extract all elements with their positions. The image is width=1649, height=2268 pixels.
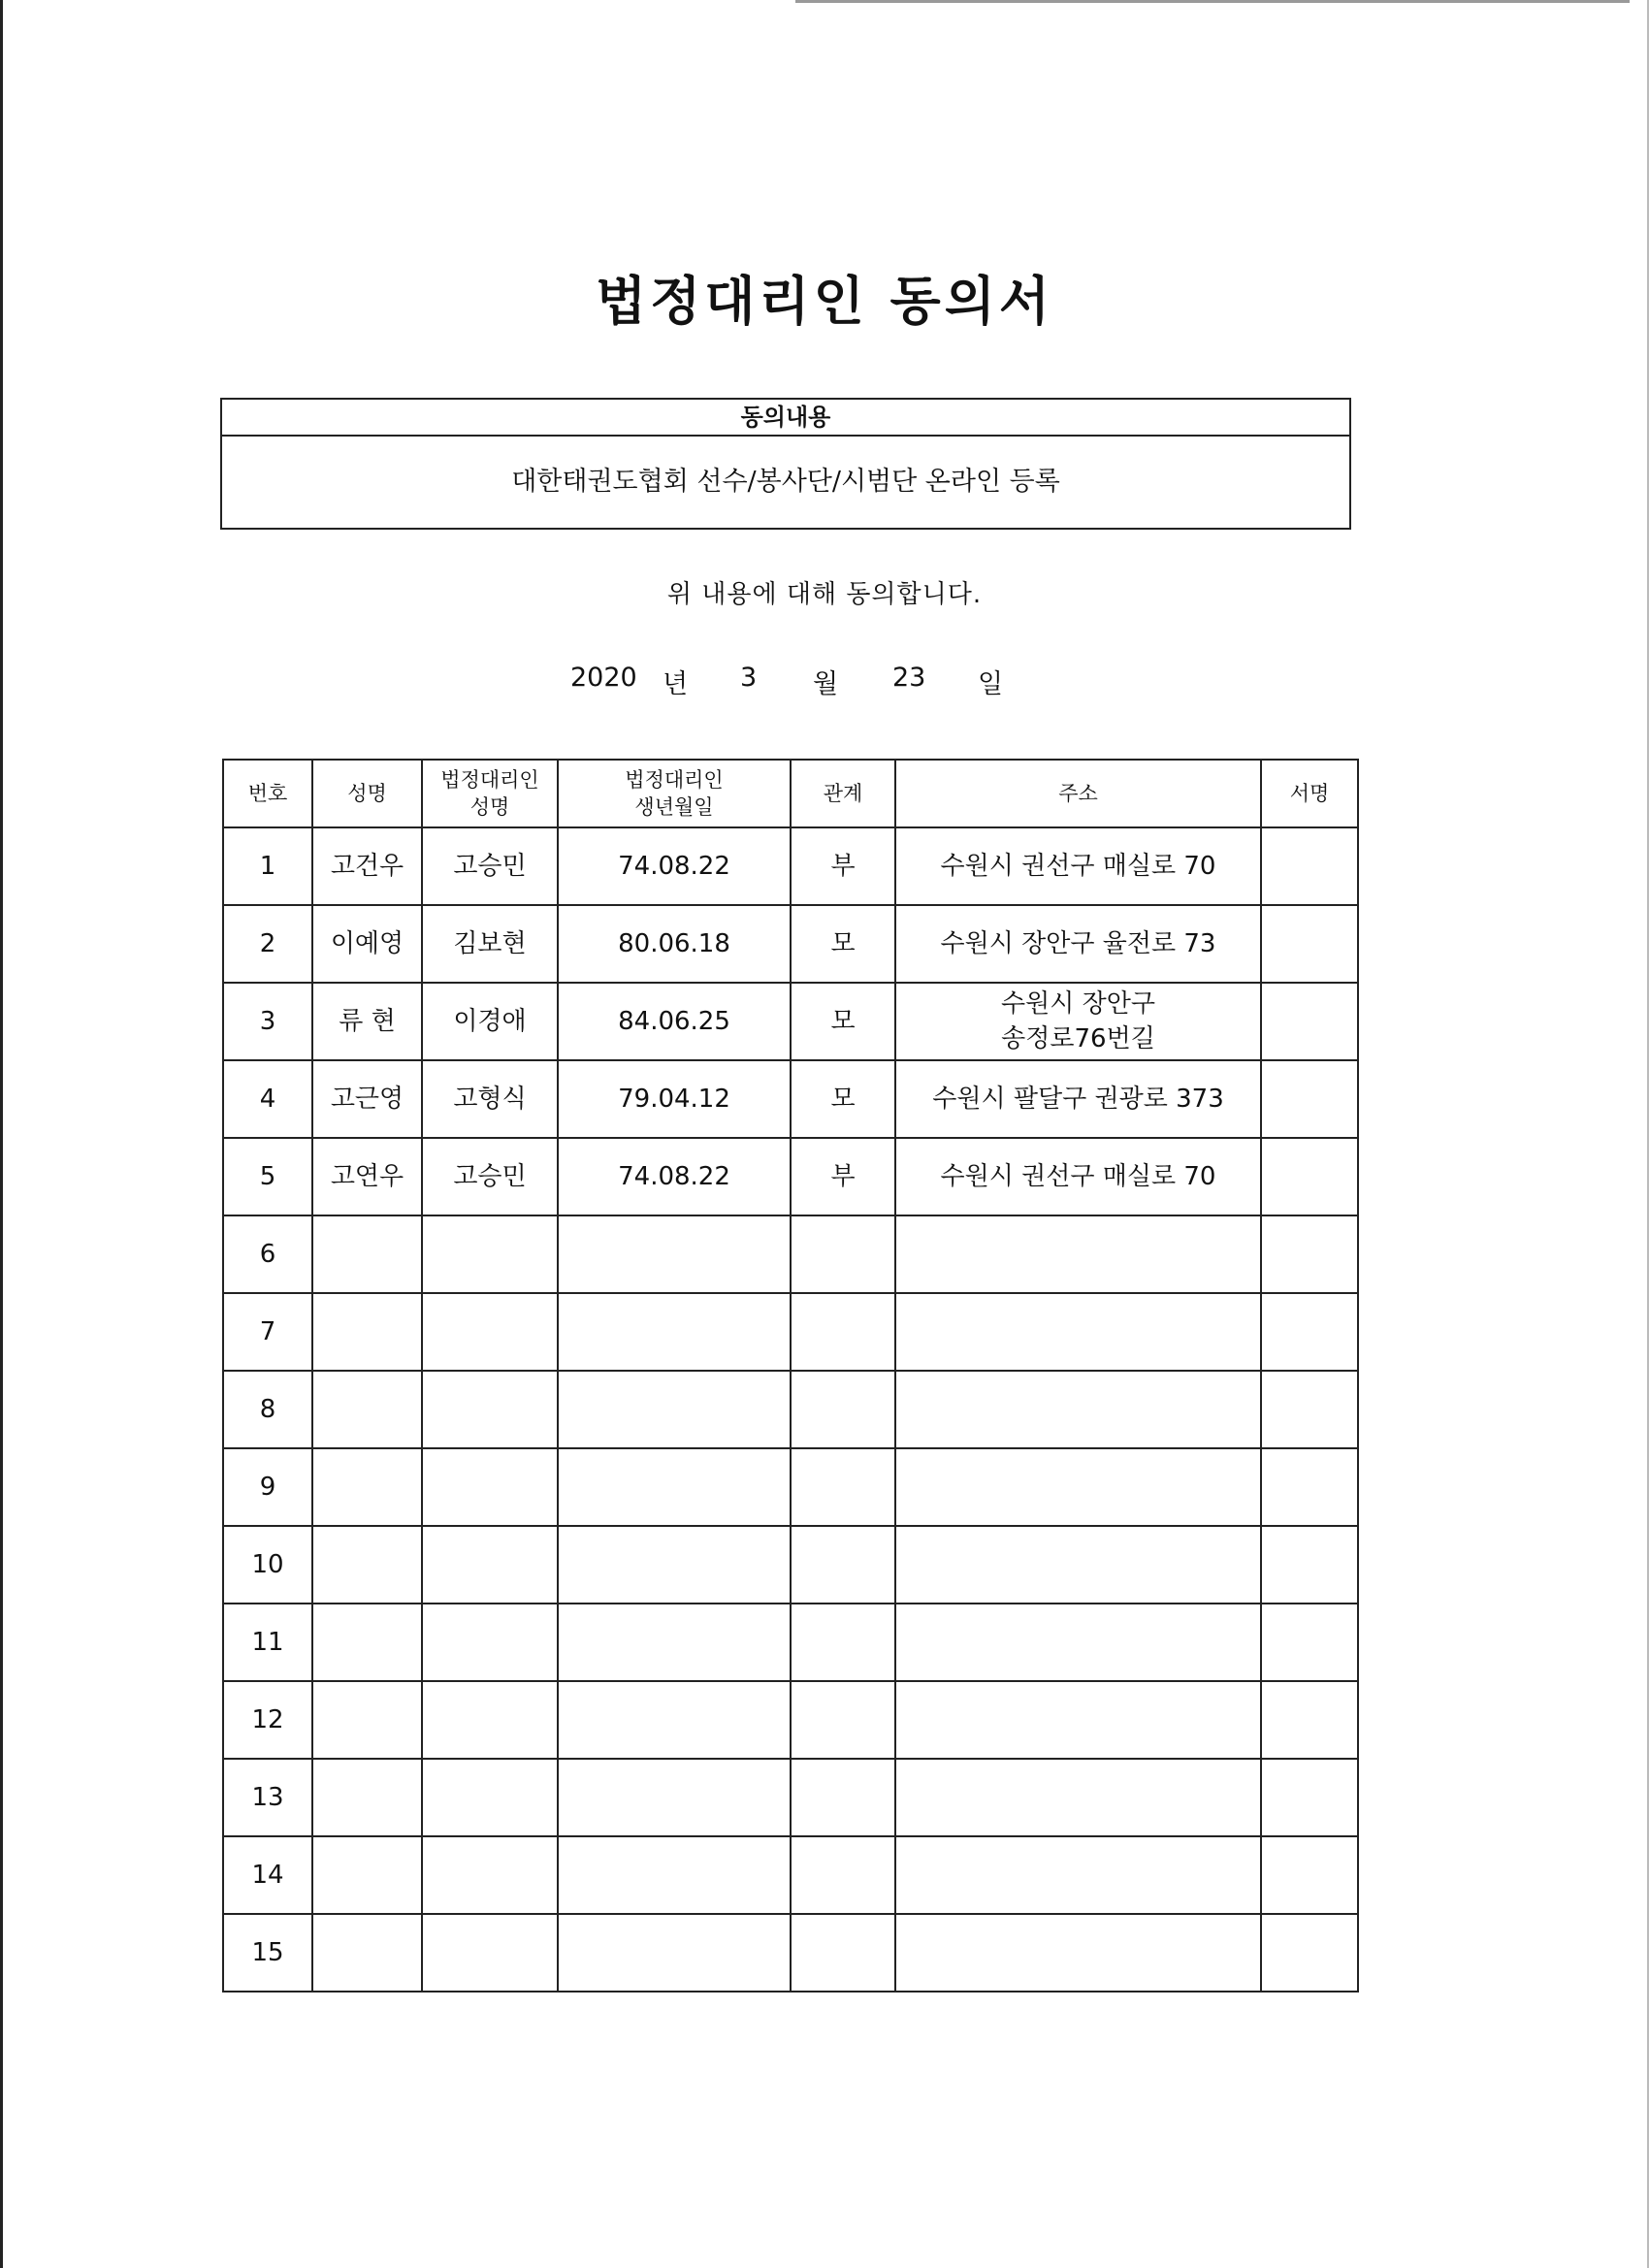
cell-address: [895, 1448, 1261, 1526]
cell-name: [312, 1681, 422, 1759]
header-relation: 관계: [791, 760, 895, 827]
cell-guardian-name: [422, 1448, 558, 1526]
table-body: [223, 827, 1358, 1992]
table-row: [223, 1448, 1358, 1526]
table-row: [223, 827, 1358, 905]
cell-number: 4: [223, 1060, 312, 1138]
cell-name: 고연우: [312, 1138, 422, 1215]
cell-signature: [1261, 1604, 1358, 1681]
cell-signature: [1261, 1448, 1358, 1526]
cell-signature: [1261, 983, 1358, 1060]
cell-guardian-birthdate: [558, 1681, 791, 1759]
consent-header: 동의내용: [222, 400, 1349, 437]
table-row: [223, 1060, 1358, 1138]
cell-number: 8: [223, 1371, 312, 1448]
cell-number: 13: [223, 1759, 312, 1836]
cell-guardian-name: [422, 1681, 558, 1759]
cell-guardian-name: [422, 1759, 558, 1836]
cell-guardian-birthdate: [558, 1914, 791, 1992]
cell-guardian-name: 고형식: [422, 1060, 558, 1138]
cell-address: [895, 1215, 1261, 1293]
header-address: 주소: [895, 760, 1261, 827]
cell-relation: [791, 1681, 895, 1759]
cell-relation: [791, 1215, 895, 1293]
cell-number: 2: [223, 905, 312, 983]
cell-number: 6: [223, 1215, 312, 1293]
cell-relation: [791, 1914, 895, 1992]
cell-relation: 부: [791, 1138, 895, 1215]
cell-relation: [791, 1293, 895, 1371]
cell-relation: [791, 1371, 895, 1448]
cell-guardian-birthdate: 80.06.18: [558, 905, 791, 983]
cell-guardian-birthdate: 74.08.22: [558, 827, 791, 905]
cell-number: 12: [223, 1681, 312, 1759]
cell-relation: [791, 1836, 895, 1914]
cell-guardian-name: [422, 1526, 558, 1604]
cell-number: 15: [223, 1914, 312, 1992]
table-row: [223, 1138, 1358, 1215]
table-row: [223, 1604, 1358, 1681]
cell-address: 수원시 팔달구 권광로 373: [895, 1060, 1261, 1138]
header-signature: 서명: [1261, 760, 1358, 827]
cell-guardian-birthdate: [558, 1759, 791, 1836]
cell-guardian-birthdate: 79.04.12: [558, 1060, 791, 1138]
cell-number: 10: [223, 1526, 312, 1604]
cell-signature: [1261, 1138, 1358, 1215]
cell-address: [895, 1836, 1261, 1914]
cell-guardian-name: 고승민: [422, 1138, 558, 1215]
table-header-row: [223, 760, 1358, 827]
document-title: 법정대리인 동의서: [595, 271, 1054, 332]
cell-relation: [791, 1448, 895, 1526]
cell-signature: [1261, 1914, 1358, 1992]
scan-edge-left: [0, 0, 3, 2268]
cell-signature: [1261, 1293, 1358, 1371]
cell-address: [895, 1759, 1261, 1836]
registration-table: [222, 759, 1359, 1993]
consent-box: [220, 398, 1351, 530]
date-year-unit: 년: [663, 669, 689, 699]
cell-relation: 모: [791, 1060, 895, 1138]
header-number: 번호: [223, 760, 312, 827]
cell-name: [312, 1526, 422, 1604]
date-day-unit: 일: [978, 669, 1004, 699]
cell-relation: [791, 1759, 895, 1836]
date-month: 3: [740, 663, 758, 693]
cell-number: 9: [223, 1448, 312, 1526]
cell-signature: [1261, 1681, 1358, 1759]
cell-guardian-birthdate: [558, 1836, 791, 1914]
table-row: [223, 1371, 1358, 1448]
cell-name: [312, 1293, 422, 1371]
table-row: [223, 1215, 1358, 1293]
cell-signature: [1261, 905, 1358, 983]
header-guardian-name: 법정대리인 성명: [422, 760, 558, 827]
table-row: [223, 1526, 1358, 1604]
cell-address: [895, 1681, 1261, 1759]
cell-guardian-birthdate: [558, 1215, 791, 1293]
cell-name: 고근영: [312, 1060, 422, 1138]
cell-guardian-name: [422, 1371, 558, 1448]
date-year: 2020: [570, 663, 637, 693]
table-row: [223, 1681, 1358, 1759]
cell-guardian-birthdate: [558, 1293, 791, 1371]
cell-name: [312, 1759, 422, 1836]
scan-edge-top: [795, 0, 1630, 3]
cell-guardian-birthdate: [558, 1448, 791, 1526]
cell-relation: [791, 1526, 895, 1604]
cell-number: 7: [223, 1293, 312, 1371]
cell-name: 이예영: [312, 905, 422, 983]
cell-name: [312, 1836, 422, 1914]
table-row: [223, 905, 1358, 983]
cell-guardian-name: 이경애: [422, 983, 558, 1060]
cell-name: [312, 1604, 422, 1681]
cell-name: [312, 1215, 422, 1293]
cell-address: 수원시 권선구 매실로 70: [895, 827, 1261, 905]
cell-address: 수원시 권선구 매실로 70: [895, 1138, 1261, 1215]
cell-address: [895, 1371, 1261, 1448]
cell-address: 수원시 장안구 율전로 73: [895, 905, 1261, 983]
cell-guardian-name: [422, 1215, 558, 1293]
cell-relation: 모: [791, 983, 895, 1060]
cell-guardian-birthdate: 74.08.22: [558, 1138, 791, 1215]
cell-number: 3: [223, 983, 312, 1060]
header-guardian-birthdate: 법정대리인 생년월일: [558, 760, 791, 827]
cell-guardian-name: 고승민: [422, 827, 558, 905]
date-month-unit: 월: [813, 669, 839, 699]
cell-guardian-birthdate: 84.06.25: [558, 983, 791, 1060]
table-row: [223, 1836, 1358, 1914]
cell-guardian-birthdate: [558, 1604, 791, 1681]
cell-signature: [1261, 1526, 1358, 1604]
cell-guardian-birthdate: [558, 1371, 791, 1448]
cell-relation: [791, 1604, 895, 1681]
cell-address: 수원시 장안구 송정로76번길: [895, 983, 1261, 1060]
table-row: [223, 983, 1358, 1060]
cell-signature: [1261, 1215, 1358, 1293]
cell-relation: 모: [791, 905, 895, 983]
consent-content: 대한태권도협회 선수/봉사단/시범단 온라인 등록: [511, 467, 1060, 497]
agree-statement: 위 내용에 대해 동의합니다.: [666, 580, 983, 609]
cell-name: [312, 1448, 422, 1526]
cell-signature: [1261, 827, 1358, 905]
cell-signature: [1261, 1836, 1358, 1914]
cell-name: [312, 1371, 422, 1448]
cell-guardian-name: 김보현: [422, 905, 558, 983]
cell-guardian-name: [422, 1914, 558, 1992]
cell-address: [895, 1526, 1261, 1604]
table-row: [223, 1293, 1358, 1371]
cell-address: [895, 1914, 1261, 1992]
cell-address: [895, 1604, 1261, 1681]
cell-name: 류 현: [312, 983, 422, 1060]
cell-number: 11: [223, 1604, 312, 1681]
date-day: 23: [892, 663, 926, 693]
cell-number: 14: [223, 1836, 312, 1914]
cell-signature: [1261, 1060, 1358, 1138]
cell-guardian-name: [422, 1293, 558, 1371]
cell-address: [895, 1293, 1261, 1371]
cell-guardian-name: [422, 1836, 558, 1914]
cell-signature: [1261, 1371, 1358, 1448]
cell-signature: [1261, 1759, 1358, 1836]
cell-guardian-birthdate: [558, 1526, 791, 1604]
cell-number: 1: [223, 827, 312, 905]
table-row: [223, 1914, 1358, 1992]
cell-name: [312, 1914, 422, 1992]
cell-relation: 부: [791, 827, 895, 905]
cell-guardian-name: [422, 1604, 558, 1681]
cell-name: 고건우: [312, 827, 422, 905]
cell-number: 5: [223, 1138, 312, 1215]
table-row: [223, 1759, 1358, 1836]
header-name: 성명: [312, 760, 422, 827]
